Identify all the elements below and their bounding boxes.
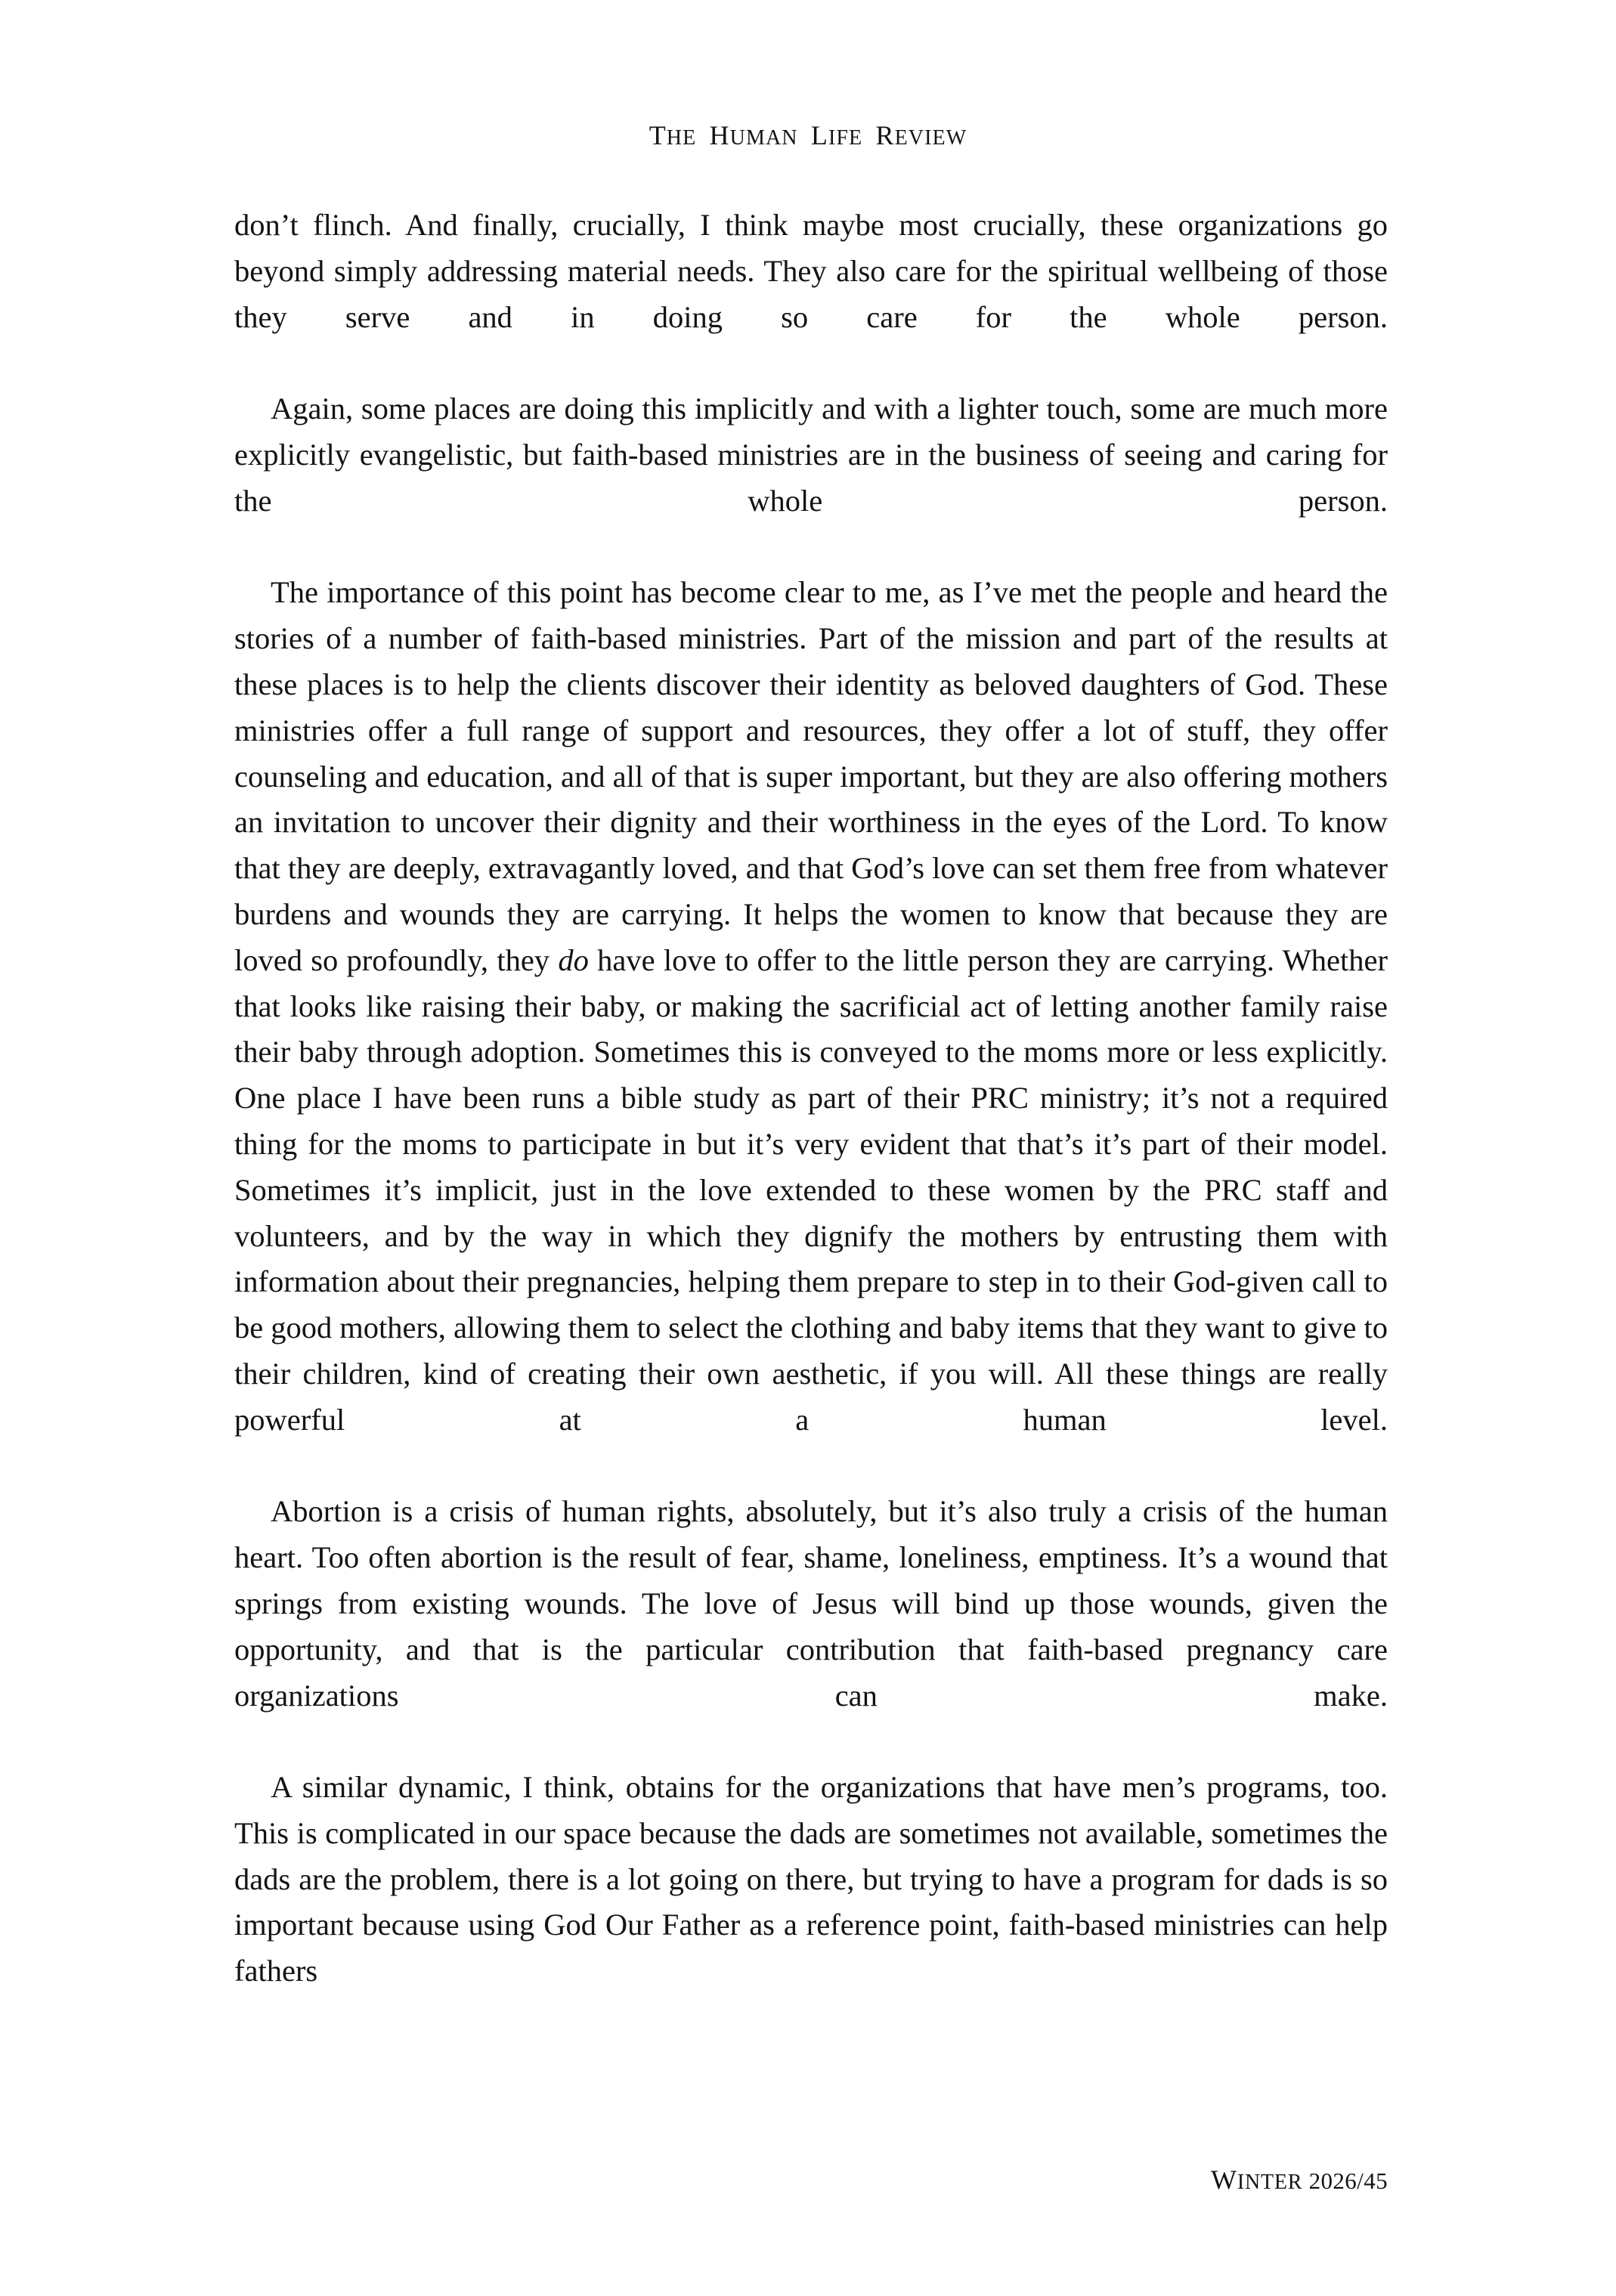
running-head <box>0 119 1616 151</box>
page-folio <box>1211 2164 1388 2195</box>
running-head-review-rest: EVIEW <box>894 126 967 150</box>
paragraph-5: A similar dynamic, I think, obtains for the organizations that have men’s programs, too. This is complicated in our space because the dads are sometimes not available, sometimes the dads are the problem, there is a lot going on there, but trying to have a program for dads is so important because using God Our Father as a reference point, faith-based ministries can help fathers <box>234 1770 1388 1988</box>
running-head-word-the <box>649 120 697 150</box>
folio-number: 2026/45 <box>1308 2168 1388 2194</box>
running-head-word-human <box>709 120 798 150</box>
paragraph-3-emphasis: do <box>558 942 589 977</box>
running-head-space-1 <box>703 125 710 150</box>
running-head-space-2 <box>804 125 811 150</box>
folio-space <box>1302 2169 1308 2194</box>
running-head-human-cap: H <box>709 120 730 150</box>
paragraph-3-part-2: have love to offer to the little person they are carrying. Whether that looks like raising their baby, or making the sacrificial act of letting another family raise their baby through adoption. Sometimes this is conveyed to the moms more or less explicitly. One place I have been runs a bible study as part of their PRC ministry; it’s not a required thing for the moms to participate in but it’s very evident that that’s it’s part of their model. Sometimes it’s implicit, just in the love extended to these women by the PRC staff and volunteers, and by the way in which they dignify the mothers by entrusting them with information about their pregnancies, helping them prepare to step in to their God-given call to be good mothers, allowing them to select the clothing and baby items that they want to give to their children, kind of creating their own aesthetic, if you will. All these things are really powerful at a human level. <box>234 942 1388 1437</box>
running-head-the-rest: HE <box>666 126 697 150</box>
folio-season-rest: INTER <box>1237 2171 1303 2194</box>
running-head-word-review <box>875 120 967 150</box>
running-head-life-cap: L <box>810 120 828 150</box>
running-head-word-life <box>810 120 863 150</box>
body-text-column <box>234 203 1388 1994</box>
paragraph-2: Again, some places are doing this implicitly and with a lighter touch, some are much more explicitly evangelistic, but faith-based ministries are in the business of seeing and caring for the whole person. <box>234 391 1388 518</box>
paragraph-3-part-1: The importance of this point has become clear to me, as I’ve met the people and heard the stories of a number of faith-based ministries. Part of the mission and part of the results at these places is to help the clients discover their identity as beloved daughters of God. These ministries offer a full range of support and resources, they offer a lot of stuff, they offer counseling and education, and all of that is super important, but they are also offering mothers an invitation to uncover their dignity and their worthiness in the eyes of the Lord. To know that they are deeply, extravagantly loved, and that God’s love can set them free from whatever burdens and wounds they are carrying. It helps the women to know that because they are loved so profoundly, they <box>234 575 1388 977</box>
folio-season-cap: W <box>1211 2164 1237 2195</box>
paragraph-4: Abortion is a crisis of human rights, absolutely, but it’s also truly a crisis of the human heart. Too often abortion is the result of fear, shame, loneliness, emptiness. It’s a wound that springs from existing wounds. The love of Jesus will bind up those wounds, given the opportunity, and that is the particular contribution that faith-based pregnancy care organizations can make. <box>234 1494 1388 1713</box>
running-head-human-rest: UMAN <box>729 126 798 150</box>
paragraph-1: don’t flinch. And finally, crucially, I think maybe most crucially, these organizations go beyond simply addressing material needs. They also care for the spiritual wellbeing of those they serve and in doing so care for the whole person. <box>234 208 1388 334</box>
running-head-review-cap: R <box>875 120 895 150</box>
running-head-the-cap: T <box>649 120 667 150</box>
running-head-life-rest: IFE <box>828 126 863 150</box>
paragraph-3 <box>234 570 1388 1489</box>
